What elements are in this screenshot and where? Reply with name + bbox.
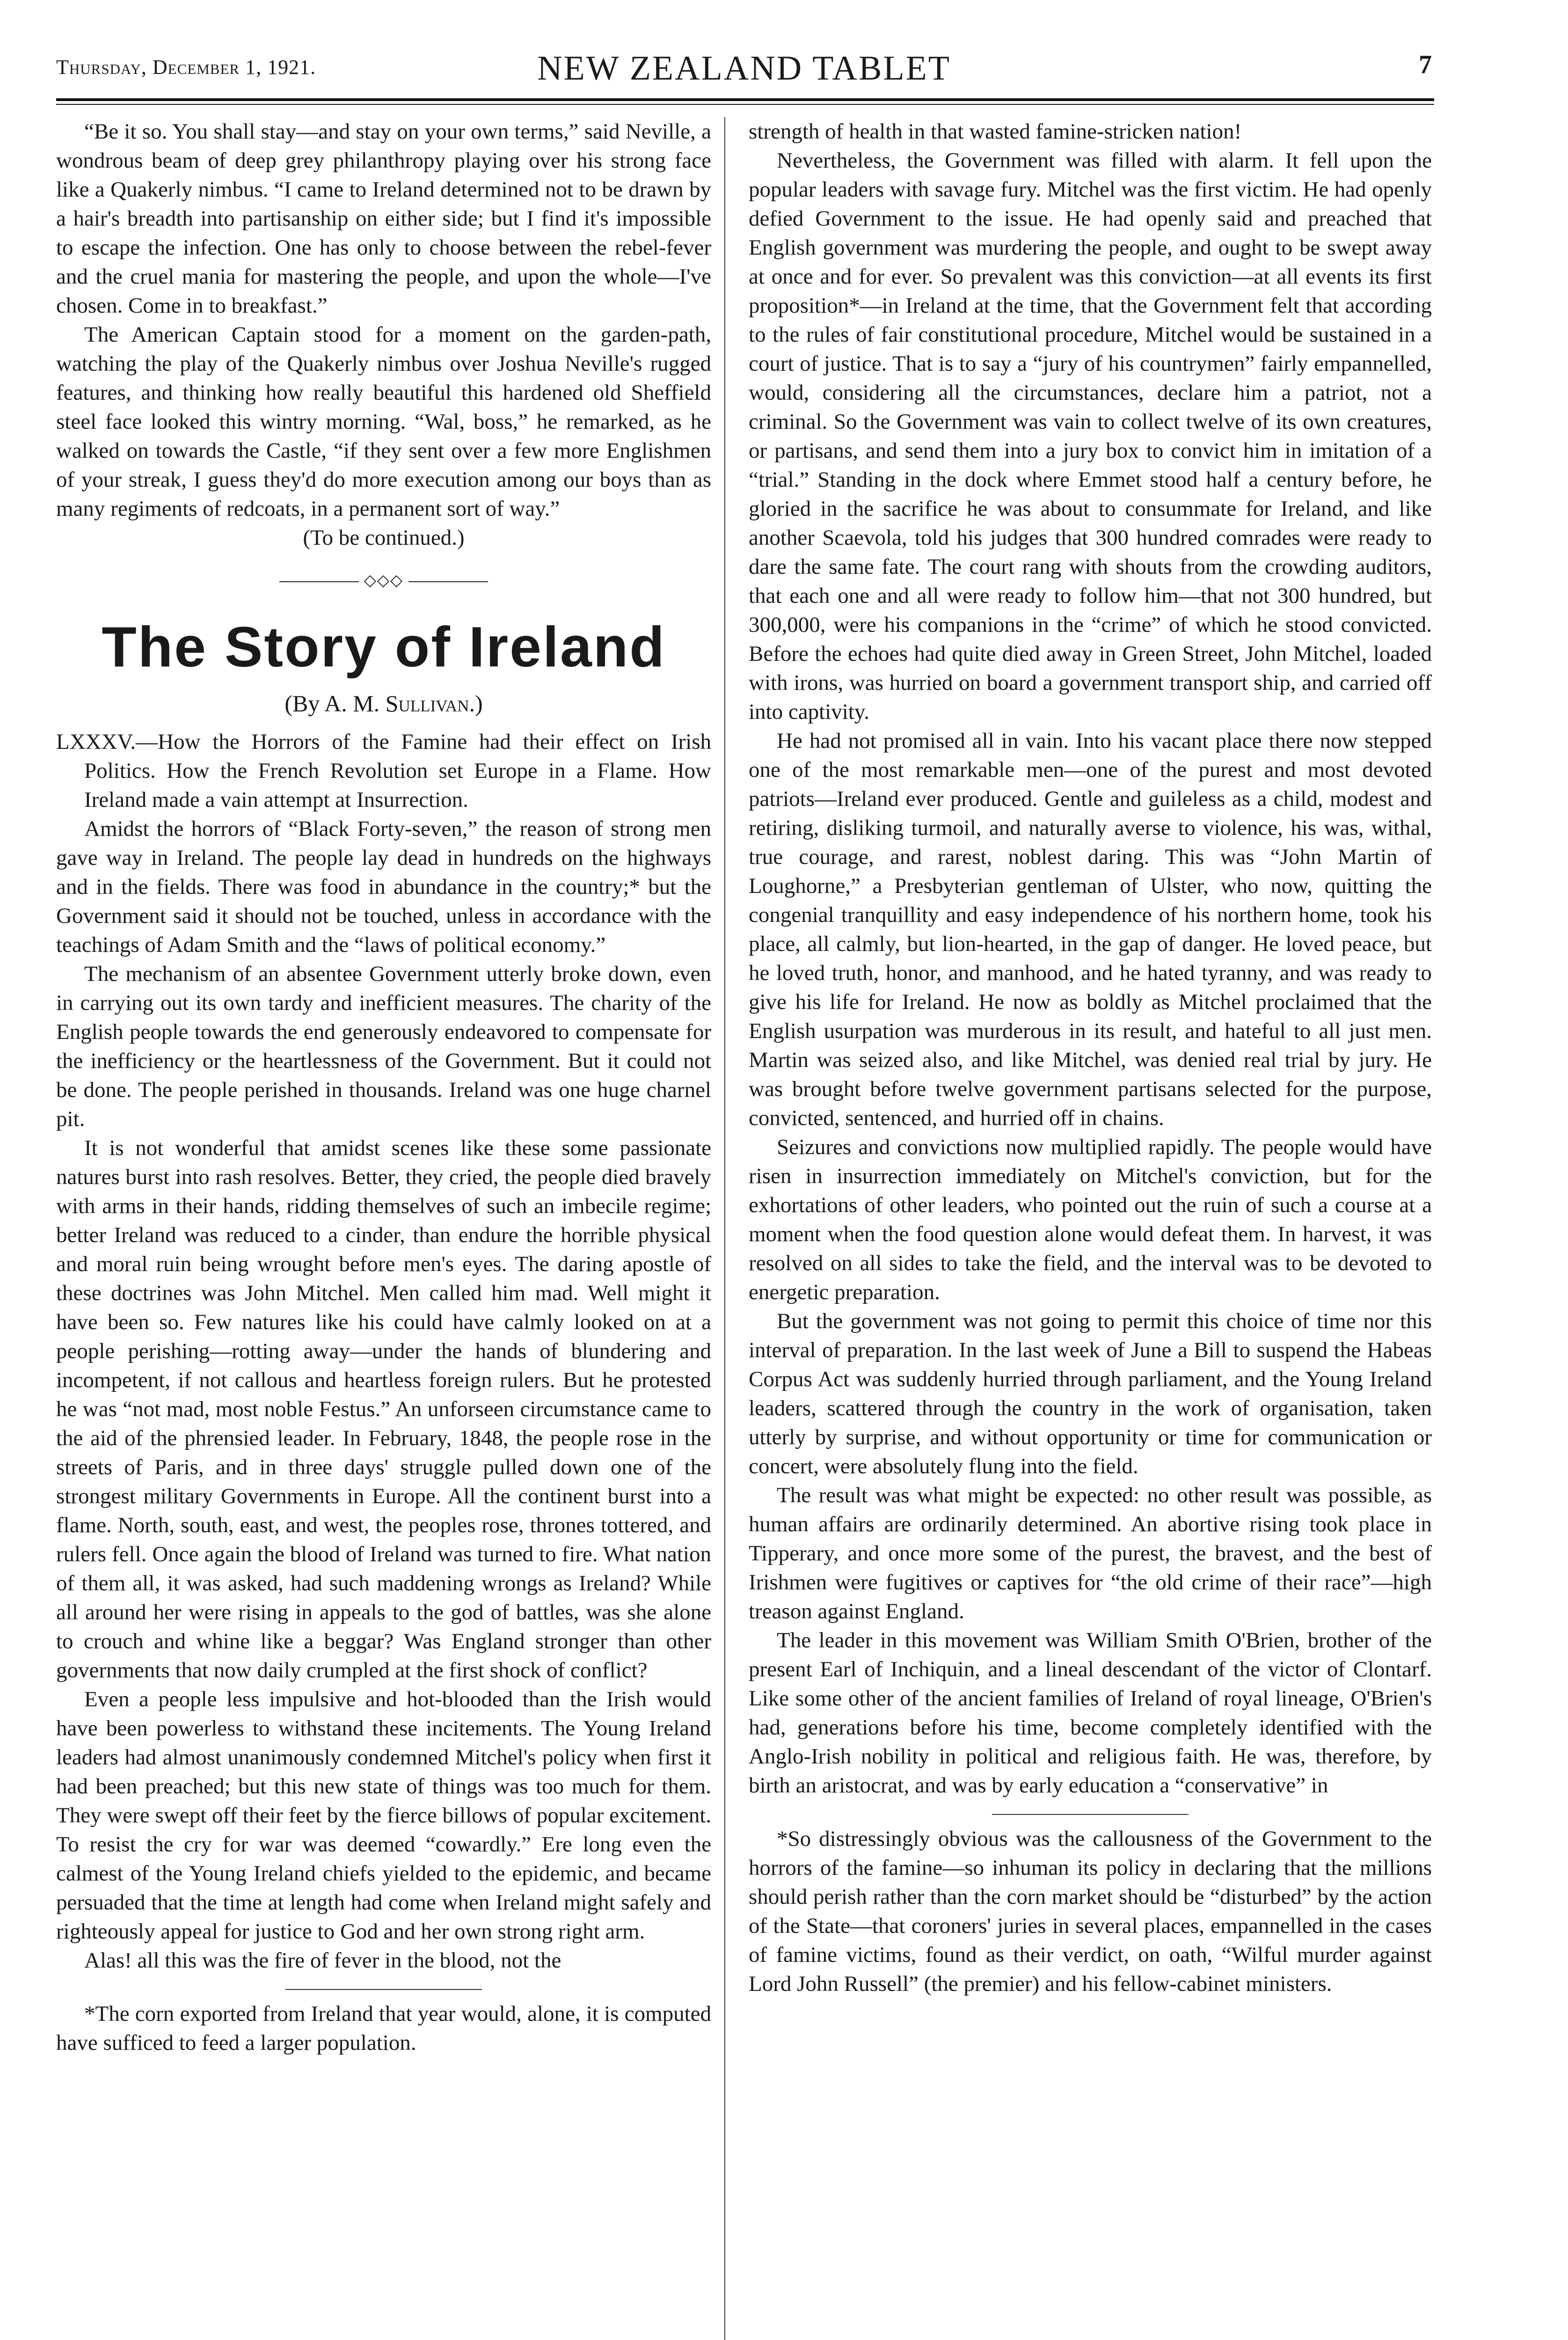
page-header [56, 47, 1432, 89]
issue-date: Thursday, December 1, 1921. [56, 56, 316, 79]
column-rule [724, 117, 725, 2340]
footnote-rule [992, 1814, 1189, 1815]
story-paragraph: It is not wonderful that amidst scenes like these some passionate natures burst into rash resolves. Better, they cried, the people died bravely with arms in their hands, ridding themselves of such an imbecile regime; better Ireland was reduced to a cinder, than endure the horrible physical and moral ruin being wrought before men's eyes. The daring apostle of these doctrines was John Mitchel. Men called him mad. Well might it have been so. Few natures like his could have calmly looked on at a people perishing—rotting away—under the hands of blundering and incompetent, if not callous and heartless foreign rulers. But he protested he was “not mad, most noble Festus.” An unforseen circumstance came to the aid of the phrensied leader. In February, 1848, the people rose in the streets of Paris, and in three days' struggle pulled down one of the strongest military Governments in Europe. All the continent burst into a flame. North, south, east, and west, the peoples rose, thrones tottered, and rulers fell. Once again the blood of Ireland was turned to fire. What nation of them all, it was asked, had such maddening wrongs as Ireland? While all around her were rising in appeals to the god of battles, was she alone to crouch and whine like a beggar? Was England stronger than other governments that now daily crumpled at the first shock of conflict? [56, 1136, 711, 1682]
story-paragraph: He had not promised all in vain. Into his vacant place there now stepped one of the most remarkable men—one of the purest and most devoted patriots—Ireland ever produced. Gentle and guileless as a child, modest and retiring, disliking turmoil, and naturally averse to violence, his was, withal, true courage, and rarest, noblest daring. This was “John Martin of Loughorne,” a Presbyterian gentleman of Ulster, who now, quitting the congenial tranquillity and easy independence of his northern home, took his place, all calmly, but lion-hearted, in the gap of danger. He loved peace, but he loved truth, honor, and manhood, and he hated tyranny, and was ready to give his life for Ireland. He now as boldly as Mitchel proclaimed that the English usurpation was murderous in its result, and hateful to all just men. Martin was seized also, and like Mitchel, was denied real trial by jury. He was brought before twelve government partisans selected for the purpose, convicted, sentenced, and hurried off in chains. [749, 729, 1432, 1130]
story-paragraph: The leader in this movement was William Smith O'Brien, brother of the present Earl of Inchiquin, and a lineal descendant of the victor of Clontarf. Like some other of the ancient families of Ireland of royal lineage, O'Brien's had, generations before his time, become completely identified with the Anglo-Irish nobility in political and religious faith. He was, therefore, by birth an aristocrat, and was by early education a “conservative” in [749, 1628, 1432, 1798]
right-column [749, 117, 1432, 1998]
story-paragraph: The mechanism of an absentee Government utterly broke down, even in carrying out its own tardy and inefficient measures. The charity of the English people towards the end generously endeavored to compensate for the inefficiency or the heartlessness of the Government. But it could not be done. The people perished in thousands. Ireland was one huge charnel pit. [56, 962, 711, 1131]
story-paragraph: Amidst the horrors of “Black Forty-seven,” the reason of strong men gave way in Ireland. The people lay dead in hundreds on the highways and in the fields. There was food in abundance in the country;* but the Government said it should not be touched, unless in accordance with the teachings of Adam Smith and the “laws of political economy.” [56, 817, 711, 957]
header-rule [56, 98, 1434, 101]
divider-line [279, 581, 359, 582]
footnote: *The corn exported from Ireland that year would, alone, it is computed have sufficed to feed a larger population. [56, 2002, 711, 2055]
serial-paragraph: “Be it so. You shall stay—and stay on your own terms,” said Neville, a wondrous beam of deep grey philanthropy playing over his strong face like a Quakerly nimbus. “I came to Ireland determined not to be drawn by a hair's breadth into partisanship on either side; but I find it's impossible to escape the infection. One has only to choose between the rebel-fever and the cruel mania for mastering the people, and upon the whole—I've chosen. Come in to breakfast.” [56, 119, 711, 318]
divider-ornament-icon: ◇◇◇ [364, 572, 404, 589]
story-paragraph: Even a people less impulsive and hot-blooded than the Irish would have been powerless to withstand these incitements. The Young Ireland leaders had almost unanimously condemned Mitchel's policy when first it had been preached; but this new state of things was too much for them. They were swept off their feet by the fierce billows of popular excitement. To resist the cry for war was deemed “cowardly.” Ere long even the calmest of the Young Ireland chiefs yielded to the epidemic, and became persuaded that the time at length had come when Ireland might safely and righteously appeal for justice to God and her own strong right arm. [56, 1687, 711, 1944]
footnote: *So distressingly obvious was the callousness of the Government to the horrors of the famine—so inhuman its policy in declaring that the millions should perish rather than the corn market should be “disturbed” by the action of the State—that coroners' juries in several places, empannelled in the cases of famine victims, found as their verdict, on oath, “Wilful murder against Lord John Russell” (the premier) and his fellow-cabinet ministers. [749, 1827, 1432, 1996]
footnote-rule [285, 1989, 482, 1990]
section-divider [56, 566, 711, 595]
serial-paragraph: The American Captain stood for a moment on the garden-path, watching the play of the Quakerly nimbus over Joshua Neville's rugged features, and thinking how really beautiful this hardened old Sheffield steel face looked this wintry morning. “Wal, boss,” he remarked, as he walked on towards the Castle, “if they sent over a few more Englishmen of your streak, I guess they'd do more execution among our boys than as many regiments of redcoats, in a permanent sort of way.” [56, 322, 711, 521]
byline-prefix: (By A. M. [284, 690, 386, 717]
left-column [56, 117, 711, 2057]
story-title: The Story of Ireland [102, 615, 666, 679]
divider-line [408, 581, 488, 582]
masthead-title: NEW ZEALAND TABLET [537, 49, 951, 88]
to-be-continued: (To be continued.) [303, 526, 465, 550]
story-paragraph: Seizures and convictions now multiplied rapidly. The people would have risen in insurrection immediately on Mitchel's conviction, but for the exhortations of other leaders, who pointed out the ruin of such a course at a moment when the food question alone would defeat them. In harvest, it was resolved on all sides to take the field, and the interval was to be devoted to energetic preparation. [749, 1135, 1432, 1304]
chapter-synopsis: LXXXV.—How the Horrors of the Famine had their effect on Irish Politics. How the French Revolution set Europe in a Flame. How Ireland made a vain attempt at Insurrection. [56, 730, 711, 812]
story-paragraph: The result was what might be expected: no other result was possible, as human affairs are ordinarily determined. An abortive rising took place in Tipperary, and once more some of the purest, the bravest, and the best of Irishmen were fugitives or captives for “the old crime of their race”—high treason against England. [749, 1483, 1432, 1623]
byline [56, 689, 711, 718]
story-paragraph: Nevertheless, the Government was filled with alarm. It fell upon the popular leaders with savage fury. Mitchel was the first victim. He had openly defied Government to the issue. He had openly said and preached that English government was murdering the people, and ought to be swept away at once and for ever. So prevalent was this conviction—at all events its first proposition*—in Ireland at the time, that the Government felt that according to the rules of fair constitutional procedure, Mitchel would be sustained in a court of justice. That is to say a “jury of his countrymen” fairly empannelled, would, considering all the circumstances, declare him a patriot, not a criminal. So the Government was vain to collect twelve of its own creatures, or partisans, and send them into a jury box to convict him in imitation of a “trial.” Standing in the dock where Emmet stood half a century before, he gloried in the sacrifice he was about to consummate for Ireland, and like another Scaevola, told his judges that 300 hundred comrades were ready to dare the same fate. The court rang with shouts from the crowding auditors, that each one and all were ready to follow him—that not 300 hundred, but 300,000, were his companions in the “crime” of which he stood convicted. Before the echoes had quite died away in Green Street, John Mitchel, loaded with irons, was hurried on board a government transport ship, and carried off into captivity. [749, 148, 1432, 724]
story-paragraph: Alas! all this was the fire of fever in the blood, not the [84, 1948, 562, 1973]
story-paragraph: But the government was not going to permit this choice of time nor this interval of preparation. In the last week of June a Bill to suspend the Habeas Corpus Act was suddenly hurried through parliament, and the Young Ireland leaders, scattered through the country in the work of organisation, taken utterly by surprise, and without opportunity or time for communication or concert, were absolutely flung into the field. [749, 1309, 1432, 1478]
story-paragraph: strength of health in that wasted famine-stricken nation! [749, 119, 1242, 144]
byline-author: Sullivan [385, 690, 469, 717]
page-number: 7 [1419, 50, 1432, 79]
byline-suffix: .) [469, 690, 483, 717]
header-rule-thin [56, 104, 1434, 105]
